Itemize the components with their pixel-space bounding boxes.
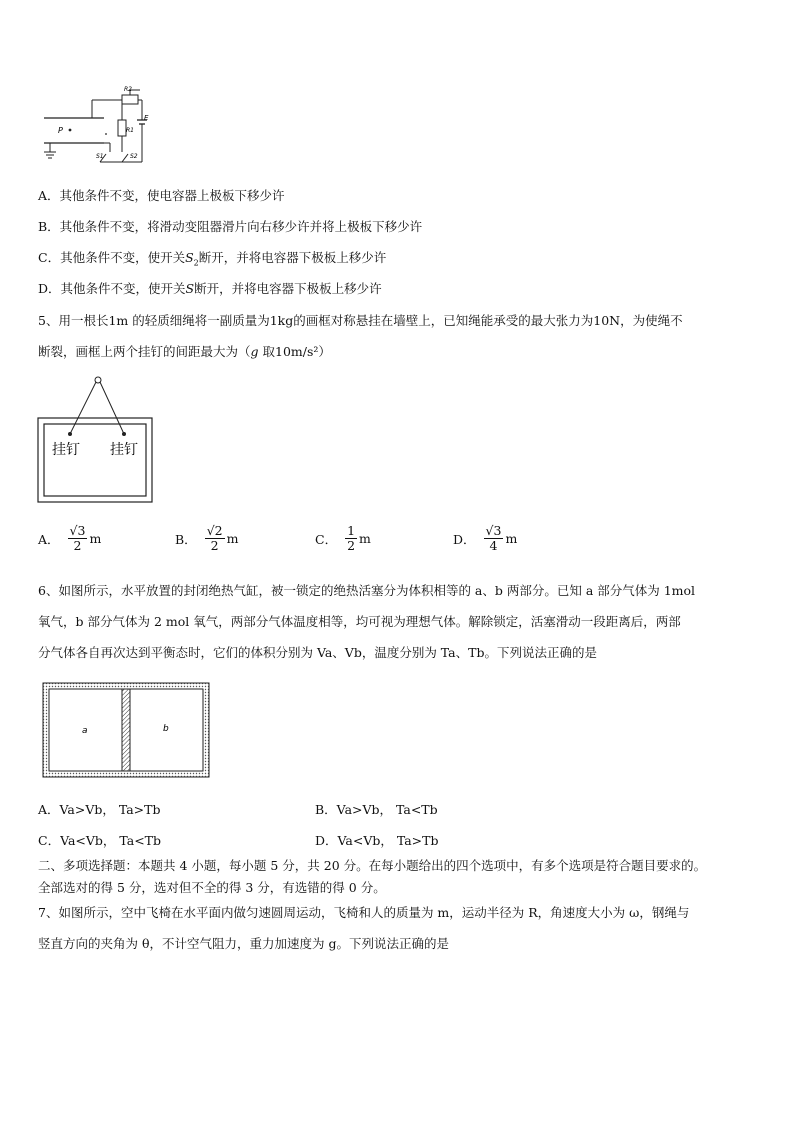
nail-right: [122, 432, 126, 436]
frame-inner: [44, 424, 146, 496]
svg-text:R2: R2: [124, 86, 132, 93]
circuit-diagram: [40, 80, 160, 170]
section2-instructions-line1: 二、多项选择题：本题共 4 小题，每小题 5 分，共 20 分。在每小题给出的四个选项中，有多个选项是符合题目要求的。: [38, 858, 707, 873]
resistor-r2: [122, 95, 138, 104]
svg-text:b: b: [163, 724, 169, 734]
q4-option-c-suffix: 断开，并将电容器下极板上移少许: [198, 250, 387, 265]
resistor-r1: [118, 120, 126, 136]
q5-option-c[interactable]: C． $\frac{1}{2}$ m: [315, 523, 371, 553]
q6-option-b[interactable]: B．Va>Vb， Ta<Tb: [315, 802, 438, 817]
q5-stem-line2-b: 取10m/s²）: [258, 344, 331, 359]
section2-instructions-line2: 全部选对的得 5 分，选对但不全的得 3 分，有选错的得 0 分。: [38, 880, 386, 895]
q4-option-d-prefix: D．其他条件不变，使开关: [38, 281, 186, 296]
q4-option-c[interactable]: [38, 250, 386, 272]
q6-option-a[interactable]: A．Va>Vb， Ta>Tb: [38, 802, 161, 817]
q4-option-c-var: S: [185, 250, 194, 265]
svg-text:S2: S2: [130, 153, 138, 160]
q5-stem-line2: [38, 344, 331, 360]
q4-option-d[interactable]: [38, 281, 382, 297]
q4-option-b[interactable]: B．其他条件不变，将滑动变阻器滑片向右移少许并将上极板下移少许: [38, 219, 423, 234]
piston: [122, 689, 130, 771]
q5-option-d[interactable]: D． $\frac{√3}{4}$ m: [453, 523, 518, 553]
switch-s2: [122, 154, 128, 162]
q4-option-d-var: S: [185, 281, 195, 296]
svg-text:P: P: [58, 126, 63, 135]
svg-text:R1: R1: [126, 127, 134, 134]
svg-text:a: a: [82, 726, 88, 736]
q5-stem-g: g: [250, 344, 259, 359]
svg-text:E: E: [144, 114, 149, 122]
q6-option-c[interactable]: C．Va<Vb， Ta<Tb: [38, 833, 162, 848]
particle-p: [69, 129, 72, 132]
q6-stem-line2: 氧气，b 部分气体为 2 mol 氧气，两部分气体温度相等，均可视为理想气体。解除锁定，活塞滑动一段距离后，两部: [38, 614, 681, 629]
svg-text:挂钉: 挂钉: [52, 442, 80, 458]
svg-text:挂钉: 挂钉: [110, 442, 138, 458]
q7-stem-line1: 7、如图所示，空中飞椅在水平面内做匀速圆周运动，飞椅和人的质量为 m，运动半径为 R，角速度大小为 ω，钢绳与: [38, 905, 690, 920]
q4-option-c-prefix: C．其他条件不变，使开关: [38, 250, 186, 265]
gas-cylinder-diagram: [42, 682, 212, 778]
q7-stem-line2: 竖直方向的夹角为 θ，不计空气阻力，重力加速度为 g。下列说法正确的是: [38, 936, 449, 951]
q5-stem-line1: 5、用一根长1m 的轻质细绳将一副质量为1kg的画框对称悬挂在墙壁上，已知绳能承受的最大张力为10N，为使绳不: [38, 313, 683, 328]
q4-option-a[interactable]: A．其他条件不变，使电容器上极板下移少许: [38, 188, 285, 203]
q5-stem-line2-a: 断裂，画框上两个挂钉的间距最大为（: [38, 344, 251, 359]
q5-option-b[interactable]: B． $\frac{√2}{2}$ m: [175, 523, 239, 553]
svg-text:S1: S1: [96, 153, 104, 160]
q4-option-c-sub: 2: [193, 258, 199, 268]
picture-frame-diagram: [36, 374, 156, 504]
q4-option-d-suffix: 断开，并将电容器下极板上移少许: [194, 281, 382, 296]
q6-stem-line3: 分气体各自再次达到平衡态时，它们的体积分别为 Va、Vb，温度分别为 Ta、Tb。下列说法正确的是: [38, 645, 597, 660]
q6-option-d[interactable]: D．Va<Vb， Ta>Tb: [315, 833, 439, 848]
q6-stem-line1: 6、如图所示，水平放置的封闭绝热气缸，被一锁定的绝热活塞分为体积相等的 a、b 两部分。已知 a 部分气体为 1mol: [38, 583, 696, 598]
q5-option-a[interactable]: A． $\frac{√3}{2}$ m: [38, 523, 102, 553]
nail-left: [68, 432, 72, 436]
